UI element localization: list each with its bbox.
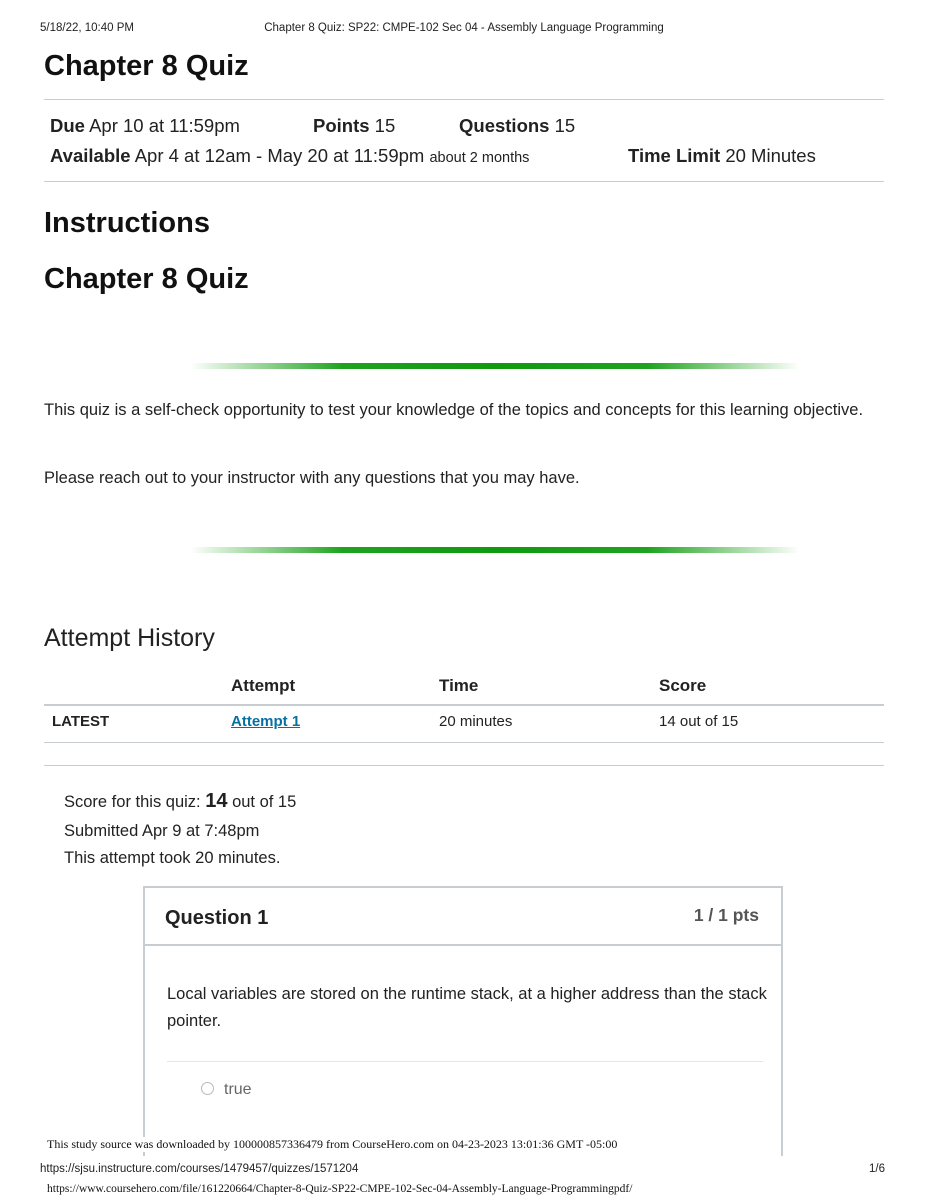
attempt-score: 14 out of 15: [659, 713, 739, 730]
quiz-available: [50, 145, 529, 167]
time-limit-label: Time Limit: [628, 145, 721, 166]
available-duration: about 2 months: [429, 150, 530, 166]
quiz-time-limit: [628, 145, 816, 167]
radio-icon: [201, 1082, 214, 1095]
instructions-subheading: Chapter 8 Quiz: [44, 263, 249, 295]
submitted-line: Submitted Apr 9 at 7:48pm: [64, 822, 260, 840]
duration-line: This attempt took 20 minutes.: [64, 849, 281, 867]
column-time: Time: [439, 676, 479, 695]
question-points: 1 / 1 pts: [693, 905, 759, 925]
score-suffix: out of 15: [227, 793, 297, 811]
score-value: 14: [205, 790, 228, 812]
green-divider-top: [190, 363, 800, 369]
table-row: [44, 713, 884, 739]
instructions-paragraph-1: This quiz is a self-check opportunity to test your knowledge of the topics and concepts for this learning objective.: [44, 401, 864, 419]
submission-divider: [44, 765, 884, 766]
table-header-divider: [44, 704, 884, 706]
attempt-history-heading: Attempt History: [44, 624, 215, 652]
questions-label: Questions: [459, 115, 550, 136]
available-value: Apr 4 at 12am - May 20 at 11:59pm: [134, 145, 425, 166]
questions-value: 15: [554, 115, 576, 136]
column-score: Score: [659, 676, 707, 695]
study-source-notice: This study source was downloaded by 100000857336479 from CourseHero.com on 04-23-2023 13:01:36 GMT -05:00: [47, 1137, 618, 1151]
page-number: 1/6: [869, 1163, 885, 1175]
coursehero-url: https://www.coursehero.com/file/161220664/Chapter-8-Quiz-SP22-CMPE-102-Sec-04-Assembly-Language-Programmingpdf/: [47, 1183, 633, 1195]
print-datetime: 5/18/22, 10:40 PM: [40, 22, 134, 34]
instructions-paragraph-2: Please reach out to your instructor with any questions that you may have.: [44, 469, 580, 487]
points-label: Points: [313, 115, 370, 136]
question-card: [143, 886, 783, 1156]
meta-divider: [44, 181, 884, 182]
question-divider: [167, 1061, 763, 1062]
due-label: Due: [50, 115, 85, 136]
print-header: [0, 22, 927, 38]
latest-badge: LATEST: [52, 713, 110, 730]
due-value: Apr 10 at 11:59pm: [89, 115, 240, 136]
title-divider: [44, 99, 884, 100]
instructions-heading: Instructions: [44, 207, 210, 239]
column-attempt: Attempt: [231, 676, 296, 695]
quiz-questions: [459, 115, 575, 137]
print-doc-title: Chapter 8 Quiz: SP22: CMPE-102 Sec 04 - Assembly Language Programming: [264, 22, 664, 34]
question-header: [145, 888, 781, 946]
time-limit-value: 20 Minutes: [725, 145, 816, 166]
question-text: Local variables are stored on the runtime stack, at a higher address than the stack pointer.: [167, 985, 767, 1030]
quiz-due: [50, 115, 240, 137]
points-value: 15: [374, 115, 396, 136]
green-divider-bottom: [190, 547, 800, 553]
quiz-score-line: [64, 790, 296, 813]
answer-label: true: [224, 1081, 252, 1098]
table-row-divider: [44, 742, 884, 743]
available-label: Available: [50, 145, 131, 166]
attempt-1-link[interactable]: Attempt 1: [231, 713, 301, 730]
score-prefix: Score for this quiz:: [64, 793, 206, 811]
answer-option[interactable]: [201, 1081, 252, 1099]
quiz-points: [313, 115, 395, 137]
attempt-time: 20 minutes: [439, 713, 513, 730]
page-title: Chapter 8 Quiz: [44, 50, 249, 82]
attempt-table-header: [44, 676, 884, 704]
question-title: Question 1: [165, 907, 269, 929]
footer-url: https://sjsu.instructure.com/courses/1479457/quizzes/1571204: [40, 1163, 359, 1175]
